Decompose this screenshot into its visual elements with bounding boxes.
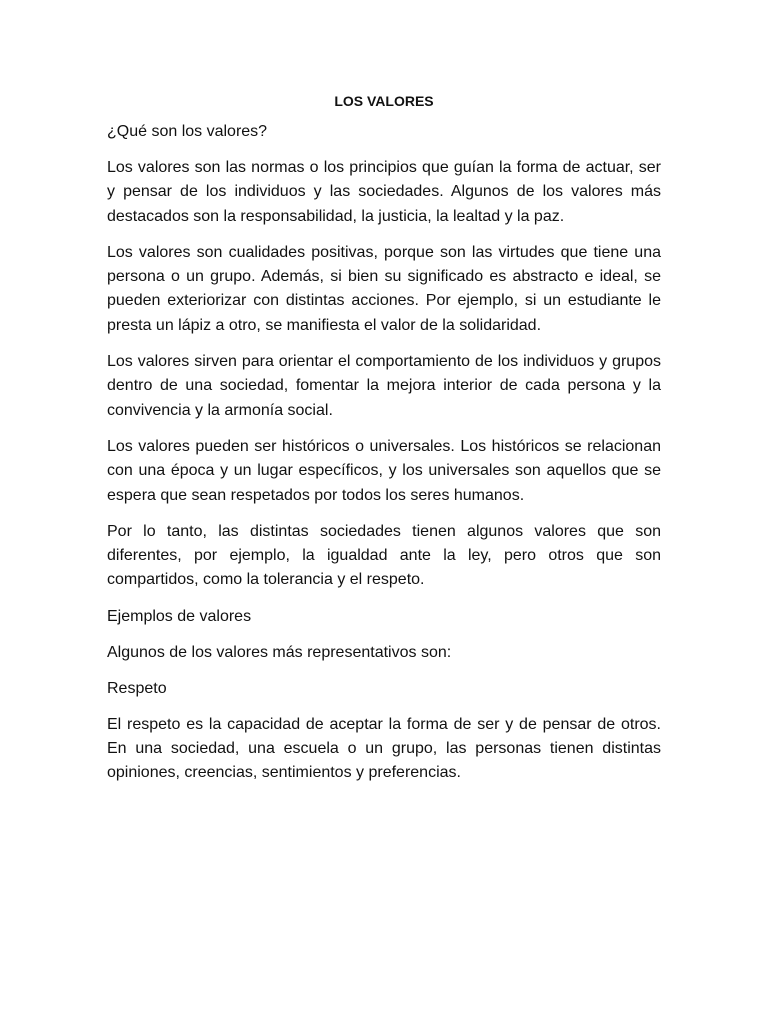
paragraph-sirven: Los valores sirven para orientar el comportamiento de los individuos y grupos dentro de una sociedad, fomentar la mejora interior de cada persona y la convivencia y la armonía social.: [107, 353, 661, 419]
document-title: LOS VALORES: [334, 93, 434, 109]
document-page: [107, 92, 661, 798]
subheading-respeto: Respeto: [107, 679, 167, 697]
section-heading-ejemplos: Ejemplos de valores: [107, 607, 252, 625]
paragraph-historicos: Los valores pueden ser históricos o universales. Los históricos se relacionan con una época y un lugar específicos, y los universales son aquellos que se espera que sean respetados por todos los seres humanos.: [107, 437, 661, 504]
section-heading-que-son: ¿Qué son los valores?: [107, 123, 268, 140]
intro-representativos: Algunos de los valores más representativos son:: [107, 643, 452, 661]
paragraph-sociedades: Por lo tanto, las distintas sociedades tienen algunos valores que son diferentes, por ejemplo, la igualdad ante la ley, pero otros que son compartidos, como la tolerancia y el respeto.: [107, 522, 661, 589]
paragraph-cualidades: Los valores son cualidades positivas, porque son las virtudes que tiene una persona o un grupo. Además, si bien su significado es abstracto e ideal, se pueden exteriorizar con distintas acciones. Por ejemplo, si un estudiante le presta un lápiz a otro, se manifiesta el valor de la solidaridad.: [107, 243, 661, 334]
paragraph-respeto: El respeto es la capacidad de aceptar la forma de ser y de pensar de otros. En una sociedad, una escuela o un grupo, las personas tienen distintas opiniones, creencias, sentimientos y preferencias.: [107, 715, 661, 782]
paragraph-definicion: Los valores son las normas o los principios que guían la forma de actuar, ser y pensar de los individuos y las sociedades. Algunos de los valores más destacados son la responsabilidad, la justicia, la lealtad y la paz.: [107, 159, 661, 225]
